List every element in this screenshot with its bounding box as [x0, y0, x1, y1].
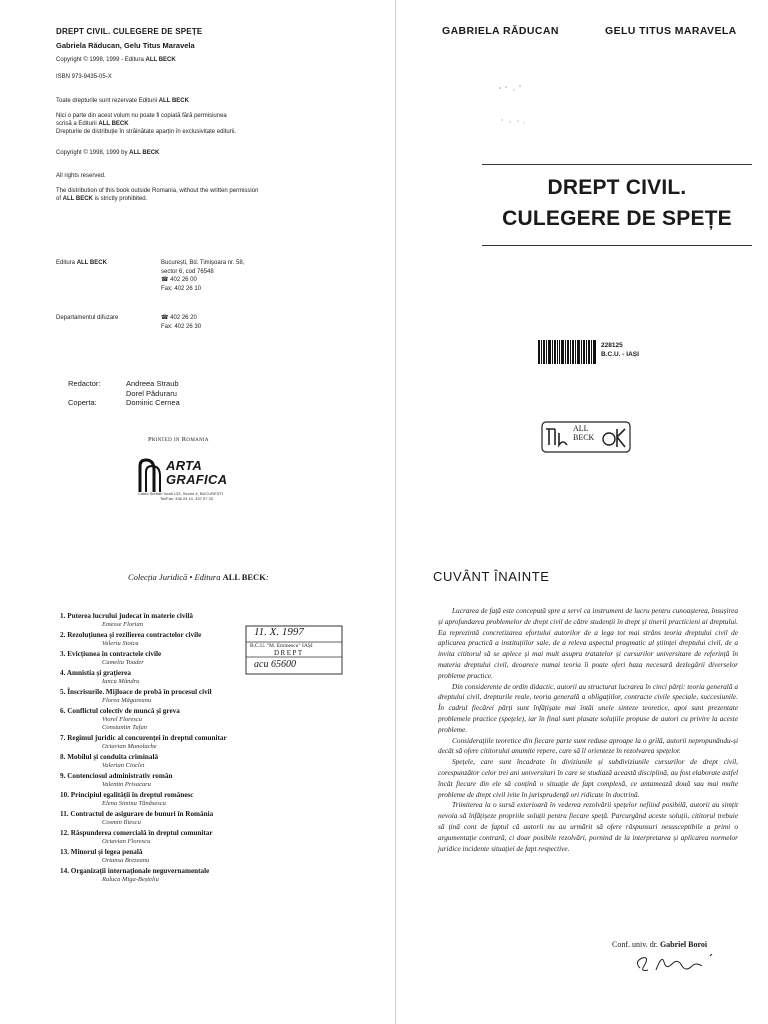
foreword-signature: Conf. univ. dr. Gabriel Boroi — [612, 940, 708, 949]
list-item: 5. Înscrisurile. Mijloace de probă în procesul civil Florea Măgureanu — [60, 688, 212, 704]
list-item: 11. Contractul de asigurare de bunuri în România Cosmin Iliescu — [60, 810, 214, 826]
copyright-page — [0, 0, 384, 540]
stamp-date: 11. X. 1997 — [254, 626, 304, 638]
list-item: 9. Contenciosul administrativ român Valentin Prisacaru — [60, 772, 173, 788]
library-stamp — [244, 624, 344, 676]
printed-in-romania: Printed in Romania — [148, 436, 209, 443]
list-item: 2. Rezoluțiunea și rezilierea contractelor civile Valeriu Stoica — [60, 631, 202, 647]
foreword-paragraph: Trimiterea la o sursă exterioară în vederea rezolvării spețelor nefiind posibilă, autorii au simțit nevoia să înfățișeze propriile soluții pentru fiecare speță. Parcurgând aceste soluții, cititorul trebuie să țină cont de faptul că autorii nu au urmărit să ofere răspunsuri nesusceptibile a primi o argumentație contrară, ci doar posibile rezolvări, pornind de la interpretarea și aplicarea normelor juridice incidente situației de fapt respective. — [438, 800, 738, 853]
barcode-label: 228125 B.C.U. - IAȘI — [601, 342, 639, 358]
all-beck-logo-text: ALL BECK — [573, 424, 595, 442]
stamp-section: DREPT — [274, 649, 304, 657]
list-item: Constantin Tufan — [102, 724, 147, 731]
author-2: GELU TITUS MARAVELA — [605, 25, 737, 37]
rights-notice: Toate drepturile sunt rezervate Editurii ALL BECK — [56, 98, 189, 104]
isbn: ISBN 973-9435-05-X — [56, 74, 112, 80]
foreword-paragraph: Considerațiile teoretice din fiecare parte sunt reduse aproape la o grilă, autorii nepropunându-și decât să ofere cititorului anumite repere, care să îl orienteze în rezolvarea spețelor. — [438, 735, 738, 756]
foreword-title: CUVÂNT ÎNAINTE — [433, 569, 550, 584]
title-line-1: DREPT CIVIL. — [547, 176, 687, 199]
publisher-address: București, Bd. Timișoara nr. 58, sector 6, cod 76548 ☎ 402 26 00 Fax: 402 26 10 — [161, 260, 245, 292]
department-label: Departamentul difuzare — [56, 315, 119, 321]
list-item: 10. Principiul egalității în dreptul românesc Elena Simina Tănăsescu — [60, 791, 194, 807]
title-rule-bottom — [482, 245, 752, 246]
author-1: GABRIELA RĂDUCAN — [442, 25, 559, 37]
stamp-number: acu 65600 — [254, 659, 296, 670]
foreword-body — [438, 606, 738, 854]
handwritten-signature-icon — [632, 948, 722, 978]
foreword-paragraph: Lucrarea de față este concepută spre a servi ca instrument de lucru pentru cunoașterea, însușirea și aprofundarea problemelor de drept civil de către studenții în drept și tinerii practicieni ai dreptului. Ea reprezintă concretizarea efortului autorilor de a lega tot mai strâns teoria dreptului civil de aplicarea practică a instituțiilor sale, de a releva aspectul pragmatic al științei dreptului civil, de a invita cititorul să se aplece și mai mult asupra tratatelor și cursurilor universitare de referință în materia dreptului civil, deoarece numai teoria îi poate oferi baza necesară dezlegării diverselor probleme practice. — [438, 606, 738, 680]
barcode-icon — [538, 340, 596, 364]
list-item: 3. Evicțiunea în contractele civile Camelia Toader — [60, 650, 162, 666]
copyright-line-2: Copyright © 1998, 1999 by ALL BECK — [56, 150, 160, 156]
list-item: 8. Mobilul și conduita criminală Valerian Cioclei — [60, 753, 159, 769]
copyright-book-title: DREPT CIVIL. CULEGERE DE SPEȚE — [56, 27, 203, 36]
faint-marks — [494, 80, 554, 130]
list-item: 1. Puterea lucrului judecat în materie civilă Emesse Florian — [60, 612, 194, 628]
copyright-authors: Gabriela Răducan, Gelu Titus Maravela — [56, 41, 195, 50]
copyright-line-1: Copyright © 1998, 1999 - Editura ALL BECK — [56, 57, 176, 63]
list-item: 13. Minorul și legea penală Ortansa Brezeanu — [60, 848, 150, 864]
list-item: 14. Organizații internaționale neguvernamentale Raluca Miga-Beșteliu — [60, 867, 210, 883]
list-item: 7. Regimul juridic al concurenței în dreptul comunitar Octavian Manolache — [60, 734, 227, 750]
printer-address: Calea Șerban Vodă 133, Sector 4, BUCUREȘTI Tel/Fax: 336 29 10, 337 07 33 — [138, 491, 223, 501]
rights-detail: Nici o parte din acest volum nu poate fi copiată fără permisiunea scrisă a Editurii ALL BECK Drepturile de distribuție în străinătate aparțin în exclusivitate editurii. — [56, 113, 237, 135]
list-item: 12. Răspunderea comercială în dreptul comunitar Octavian Florescu — [60, 829, 213, 845]
staff-credits: Redactor: Andreea Straub Dorel Păduraru Coperta: Dominic Cernea — [68, 379, 180, 407]
list-item: 6. Conflictul colectiv de muncă și greva Viorel Florescu — [60, 707, 180, 723]
foreword-paragraph: Din considerente de ordin didactic, autorii au structurat lucrarea în cinci părți: teoria generală a dreptului civil, drepturile reale, teoria generală a obligațiilor, contracte civile speciale, succesiunile. În cadrul fiecărei părți sunt înfățișate mai întâi unele sinteze teoretice, apoi sunt prezentate problemele practice (spețele), iar în final sunt plasate soluțiile propuse de autori cu privire la aceste probleme. — [438, 681, 738, 734]
collection-page — [0, 540, 384, 1024]
title-line-2: CULEGERE DE SPEȚE — [502, 207, 732, 230]
distribution-notice: The distribution of this book outside Romania, without the written permission of ALL BECK is strictly prohibited. — [56, 188, 259, 202]
title-rule-top — [482, 164, 752, 165]
foreword-paragraph: Spețele, care sunt încadrate în diviziunile și subdiviziunile cursurilor de drept civil, corespunzător celor trei ani universitari în care se studiază această disciplină, au fost elaborate astfel încât fiecare din ele să conțină o situație de fapt complexă, ce antamează două sau mai multe probleme de drept civil ivite în jurisprudență ori ridicate în doctrină. — [438, 757, 738, 799]
all-rights-reserved: All rights reserved. — [56, 173, 106, 179]
publisher-label: Editura ALL BECK — [56, 260, 107, 266]
department-phones: ☎ 402 26 20 Fax: 402 26 30 — [161, 315, 202, 330]
title-page — [384, 0, 768, 540]
printer-name: ARTA GRAFICA — [166, 458, 228, 487]
list-item: 4. Amnistia și grațierea Iancu Mândru — [60, 669, 140, 685]
foreword-page — [384, 540, 768, 1024]
stamp-library: B.C.U. "M. Eminescu" IAȘI — [250, 643, 313, 649]
collection-heading: Colecția Juridică • Editura ALL BECK: — [128, 572, 269, 582]
